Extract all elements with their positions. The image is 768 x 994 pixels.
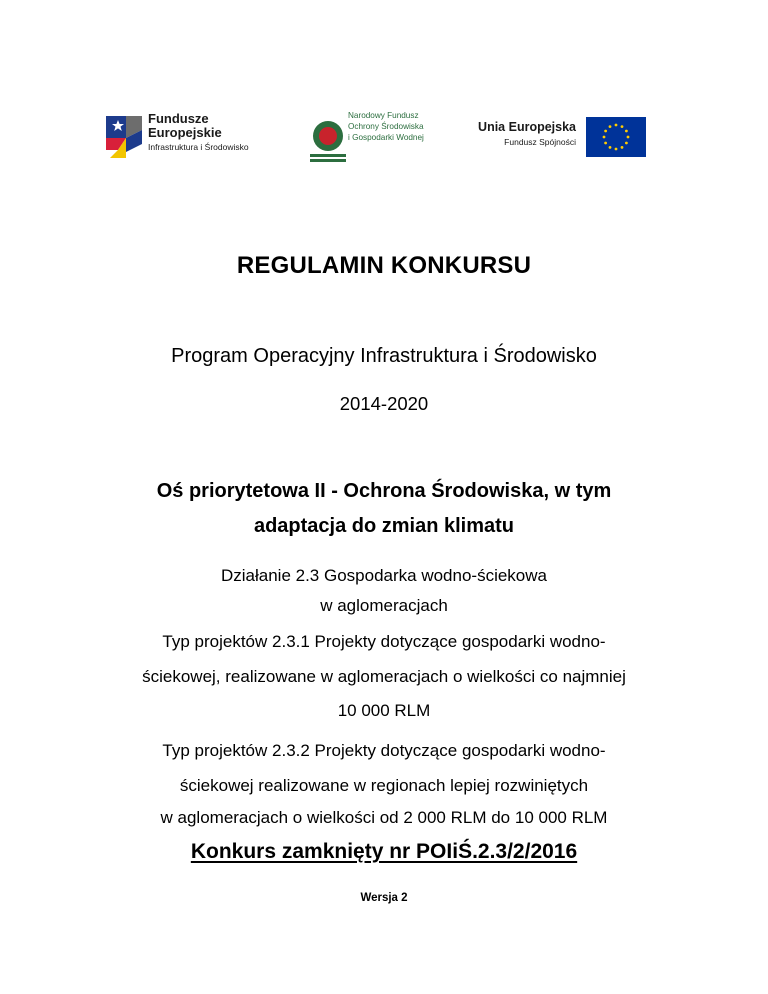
document-version: Wersja 2 (360, 892, 408, 904)
contest-number-text: Konkurs zamknięty nr POIiŚ.2.3/2/2016 (190, 840, 578, 863)
logo-bar (0, 100, 768, 170)
fundusze-logo-line3: Infrastruktura i Środowisko (148, 142, 249, 152)
project-type2-line1: Typ projektów 2.3.2 Projekty dotyczące gospodarki wodno- (162, 741, 606, 760)
action-line2: w aglomeracjach (320, 596, 448, 615)
eu-logo (468, 112, 653, 162)
nfosigw-logo-line1: Narodowy Fundusz (348, 111, 419, 120)
eu-flag-icon (586, 117, 646, 157)
priority-axis-line2: adaptacja do zmian klimatu (253, 515, 515, 537)
fundusze-europejskie-logo (104, 110, 274, 162)
contest-number (0, 840, 768, 864)
program-years: 2014-2020 (339, 393, 429, 414)
nfosigw-logo-line2: Ochrony Środowiska (348, 122, 424, 131)
fundusze-logo-line1: Fundusze (148, 111, 209, 126)
project-type1-line1: Typ projektów 2.3.1 Projekty dotyczące gospodarki wodno- (162, 632, 606, 651)
eu-logo-line1: Unia Europejska (478, 120, 576, 134)
priority-axis-line1: Oś priorytetowa II - Ochrona Środowiska, w tym (156, 480, 612, 502)
action-line1: Działanie 2.3 Gospodarka wodno-ściekowa (220, 566, 547, 585)
nfosigw-tree-logo-icon (308, 118, 348, 164)
project-type1-line3: 10 000 RLM (337, 701, 431, 720)
eu-logo-line2: Fundusz Spójności (504, 137, 576, 147)
fundusze-europejskie-logo-icon (104, 110, 144, 160)
project-type2-line3: w aglomeracjach o wielkości od 2 000 RLM do 10 000 RLM (160, 808, 608, 827)
program-name: Program Operacyjny Infrastruktura i Środowisko (171, 345, 597, 367)
nfosigw-logo-line3: i Gospodarki Wodnej (348, 133, 424, 142)
project-type1-line2: ściekowej, realizowane w aglomeracjach o wielkości co najmniej (142, 667, 626, 686)
fundusze-logo-line2: Europejskie (148, 125, 222, 140)
nfosigw-logo (308, 110, 438, 166)
project-type2-line2: ściekowej realizowane w regionach lepiej rozwiniętych (179, 776, 589, 795)
document-title: REGULAMIN KONKURSU (236, 252, 532, 279)
